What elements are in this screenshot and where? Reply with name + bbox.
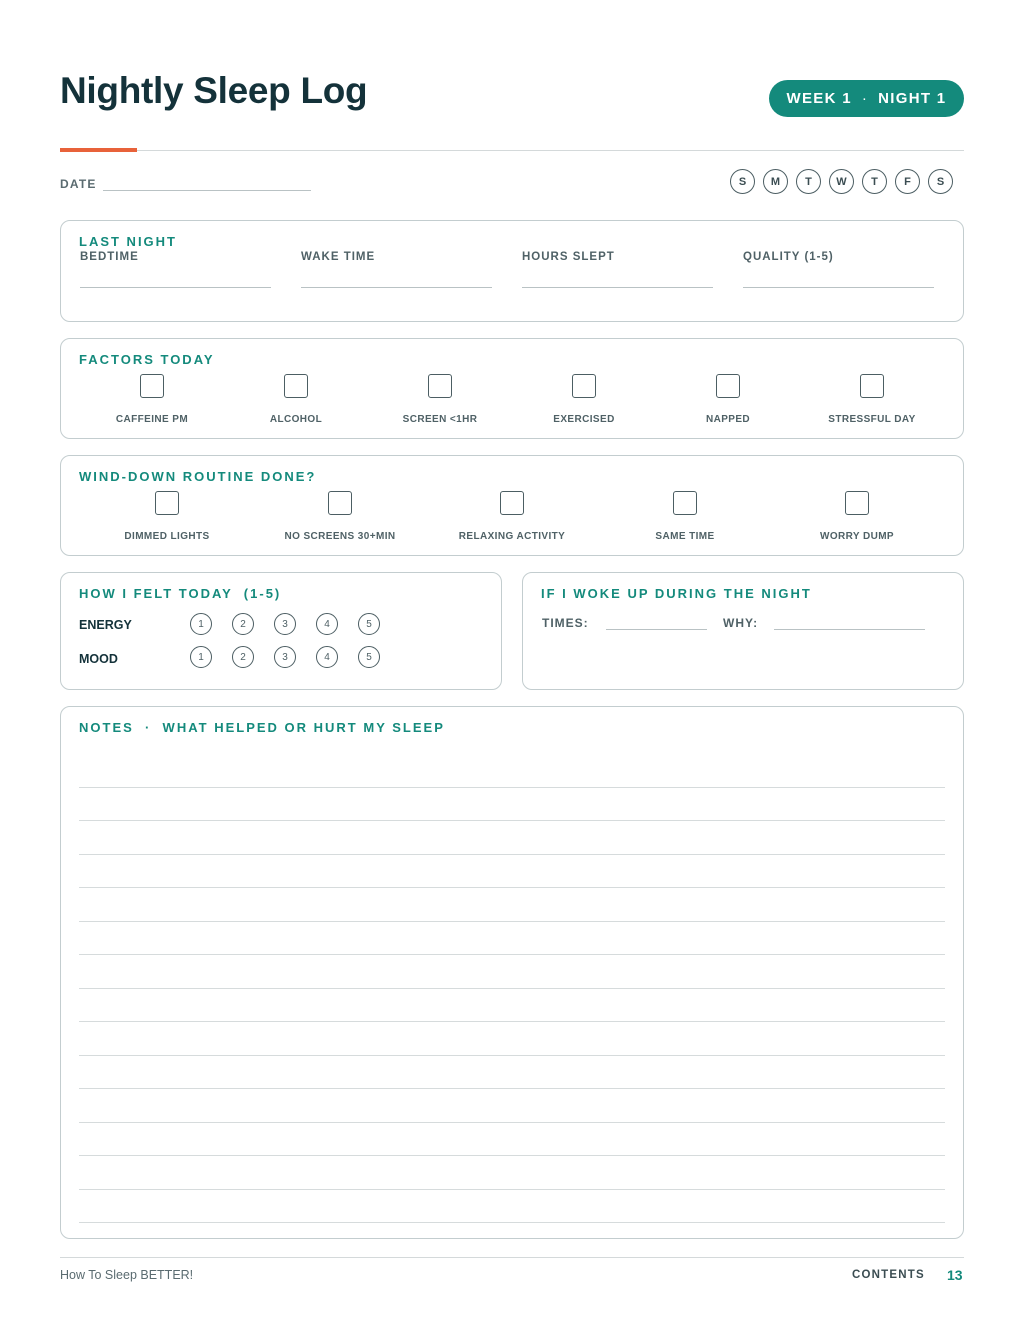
stressful-label: STRESSFUL DAY (828, 414, 916, 425)
factors-card (60, 338, 964, 439)
felt-title: HOW I FELT TODAY (1-5) (79, 586, 282, 601)
relaxing-activity-label: RELAXING ACTIVITY (458, 531, 566, 542)
notes-card (60, 706, 964, 1239)
factor-alcohol[interactable] (216, 374, 376, 425)
hours-slept-label: HOURS SLEPT (522, 251, 615, 263)
same-time-label: SAME TIME (655, 531, 715, 542)
energy-rating-3[interactable]: 3 (274, 613, 296, 635)
notes-line[interactable] (79, 887, 945, 888)
worry-dump-label: WORRY DUMP (820, 531, 894, 542)
notes-line[interactable] (79, 921, 945, 922)
no-screens-checkbox[interactable] (328, 491, 352, 515)
wake-time-field[interactable] (301, 287, 492, 288)
day-monday[interactable]: M (763, 169, 788, 194)
wind-down-dimmed[interactable] (87, 491, 247, 542)
mood-label: MOOD (79, 652, 118, 666)
mood-rating-2[interactable]: 2 (232, 646, 254, 668)
notes-line[interactable] (79, 787, 945, 788)
page-title: Nightly Sleep Log (60, 70, 368, 111)
book-title: How To Sleep BETTER! (60, 1268, 194, 1282)
night-label: NIGHT 1 (878, 90, 947, 107)
mood-rating-3[interactable]: 3 (274, 646, 296, 668)
mood-rating-1[interactable]: 1 (190, 646, 212, 668)
why-field[interactable] (774, 629, 925, 630)
notes-line[interactable] (79, 988, 945, 989)
wind-down-no-screens[interactable] (260, 491, 420, 542)
caffeine-label: CAFFEINE PM (115, 414, 189, 425)
week-label: WEEK 1 (786, 90, 852, 107)
exercised-checkbox[interactable] (572, 374, 596, 398)
napped-label: NAPPED (705, 414, 751, 425)
wind-down-title: WIND-DOWN ROUTINE DONE? (79, 469, 317, 484)
bedtime-label: BEDTIME (80, 251, 139, 263)
exercised-label: EXERCISED (553, 414, 615, 425)
last-night-card (60, 220, 964, 322)
wake-time-label: WAKE TIME (301, 251, 376, 263)
screen-checkbox[interactable] (428, 374, 452, 398)
factors-title: FACTORS TODAY (79, 352, 215, 367)
dimmed-lights-checkbox[interactable] (155, 491, 179, 515)
energy-rating-1[interactable]: 1 (190, 613, 212, 635)
caffeine-checkbox[interactable] (140, 374, 164, 398)
notes-line[interactable] (79, 954, 945, 955)
footer-divider (60, 1257, 964, 1258)
relaxing-activity-checkbox[interactable] (500, 491, 524, 515)
day-saturday[interactable]: S (928, 169, 953, 194)
times-field[interactable] (606, 629, 707, 630)
alcohol-checkbox[interactable] (284, 374, 308, 398)
energy-label: ENERGY (79, 618, 132, 632)
page-number: 13 (947, 1267, 963, 1283)
mood-rating-5[interactable]: 5 (358, 646, 380, 668)
quality-field[interactable] (743, 287, 934, 288)
notes-line[interactable] (79, 1155, 945, 1156)
woke-up-title: IF I WOKE UP DURING THE NIGHT (541, 586, 812, 601)
day-wednesday[interactable]: W (829, 169, 854, 194)
date-field[interactable] (103, 190, 311, 191)
napped-checkbox[interactable] (716, 374, 740, 398)
wind-down-card (60, 455, 964, 556)
notes-line[interactable] (79, 1222, 945, 1223)
energy-rating-5[interactable]: 5 (358, 613, 380, 635)
notes-line[interactable] (79, 1122, 945, 1123)
notes-line[interactable] (79, 854, 945, 855)
no-screens-label: NO SCREENS 30+MIN (284, 531, 396, 542)
wind-down-relaxing[interactable] (432, 491, 592, 542)
alcohol-label: ALCOHOL (269, 414, 323, 425)
notes-line[interactable] (79, 1055, 945, 1056)
notes-line[interactable] (79, 1189, 945, 1190)
same-time-checkbox[interactable] (673, 491, 697, 515)
notes-line[interactable] (79, 1021, 945, 1022)
mood-scale (190, 646, 380, 668)
notes-line[interactable] (79, 1088, 945, 1089)
factor-stressful[interactable] (792, 374, 952, 425)
day-of-week-selector (730, 169, 953, 194)
woke-up-card (522, 572, 964, 690)
dimmed-lights-label: DIMMED LIGHTS (124, 531, 210, 542)
week-night-badge (769, 80, 964, 117)
times-label: TIMES: (542, 616, 589, 630)
day-thursday[interactable]: T (862, 169, 887, 194)
header-accent-bar (60, 148, 137, 152)
worry-dump-checkbox[interactable] (845, 491, 869, 515)
why-label: WHY: (723, 616, 759, 630)
felt-card (60, 572, 502, 690)
factor-exercised[interactable] (504, 374, 664, 425)
day-tuesday[interactable]: T (796, 169, 821, 194)
header-divider (60, 150, 964, 151)
last-night-title: LAST NIGHT (79, 234, 177, 249)
energy-rating-2[interactable]: 2 (232, 613, 254, 635)
energy-scale (190, 613, 380, 635)
date-label: DATE (60, 177, 97, 191)
day-sunday[interactable]: S (730, 169, 755, 194)
factor-napped[interactable] (648, 374, 808, 425)
quality-label: QUALITY (1-5) (743, 251, 834, 263)
wind-down-same-time[interactable] (605, 491, 765, 542)
mood-rating-4[interactable]: 4 (316, 646, 338, 668)
energy-rating-4[interactable]: 4 (316, 613, 338, 635)
day-friday[interactable]: F (895, 169, 920, 194)
bedtime-field[interactable] (80, 287, 271, 288)
hours-slept-field[interactable] (522, 287, 713, 288)
badge-separator: · (861, 90, 869, 107)
stressful-checkbox[interactable] (860, 374, 884, 398)
contents-link[interactable]: CONTENTS (852, 1269, 925, 1281)
factor-caffeine[interactable] (72, 374, 232, 425)
screen-label: SCREEN <1HR (402, 414, 478, 425)
wind-down-worry-dump[interactable] (777, 491, 937, 542)
notes-title: NOTES · WHAT HELPED OR HURT MY SLEEP (79, 720, 445, 735)
notes-line[interactable] (79, 820, 945, 821)
factor-screen[interactable] (360, 374, 520, 425)
